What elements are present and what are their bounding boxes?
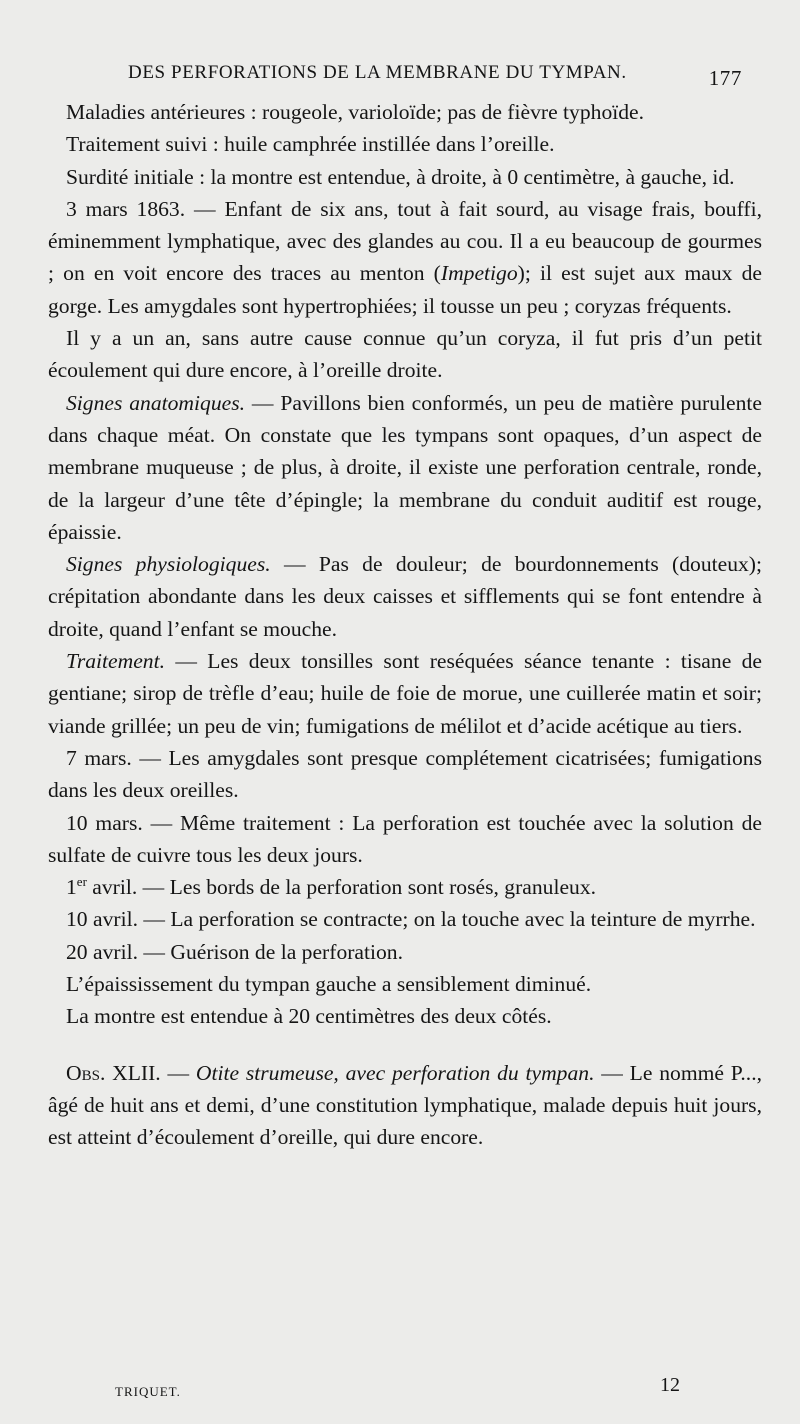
running-header xyxy=(128,62,742,92)
dash: — xyxy=(160,1060,196,1085)
paragraph-text: 20 avril. — Guérison de la perforation. xyxy=(66,939,404,964)
running-title: DES PERFORATIONS DE LA MEMBRANE DU TYMPAN. xyxy=(128,62,627,83)
paragraph-text: 10 mars. — Même traitement : La perforation est touchée avec la solution de sulfate de cuivre tous les deux jours. xyxy=(48,810,762,867)
paragraph xyxy=(48,742,762,807)
paragraph-text: Surdité initiale : la montre est entendue, à droite, à 0 centimètre, à gauche, id. xyxy=(66,164,735,189)
paragraph-text: La montre est entendue à 20 centimètres des deux côtés. xyxy=(66,1004,552,1029)
paragraph xyxy=(48,903,762,935)
paragraph xyxy=(48,968,762,1000)
observation-label: Obs. XLII. xyxy=(66,1060,161,1085)
paragraph xyxy=(48,387,762,548)
paragraph xyxy=(48,807,762,872)
observation-paragraph xyxy=(48,1057,762,1154)
paragraph-text: Maladies antérieures : rougeole, varioloïde; pas de fièvre typhoïde. xyxy=(66,100,645,124)
observation-title: Otite strumeuse, avec perforation du tympan. xyxy=(195,1060,595,1085)
italic-term: Impetigo xyxy=(440,261,518,286)
paragraph-text: 10 avril. — La perforation se contracte; on la touche avec la teinture de myrrhe. xyxy=(66,907,756,932)
paragraph xyxy=(48,128,762,160)
paragraph xyxy=(48,936,762,968)
page-number: 177 xyxy=(708,66,742,90)
paragraph-text: — Le nommé P..., âgé de huit ans et demi, d’une constitution lymphatique, malade depuis huit jours, est atteint d’écoulement d’oreille, qui dure encore. xyxy=(48,1060,762,1150)
paragraph xyxy=(48,548,762,645)
paragraph xyxy=(48,193,762,322)
paragraph-text: ); il est sujet aux maux de gorge. Les amygdales sont hypertrophiées; il tousse un peu ; coryzas fréquents. xyxy=(48,261,762,318)
section-label: Signes anatomiques. xyxy=(66,390,246,415)
section-label: Signes physiologiques. xyxy=(66,552,271,577)
paragraph xyxy=(48,322,762,387)
paragraph-text: — Pas de douleur; de bourdonnements (douteux); crépitation abondante dans les deux caisses et sifflements qui se font entendre à droite, quand l’enfant se mouche. xyxy=(48,552,762,641)
page-footer xyxy=(115,1374,680,1408)
ordinal-superscript: er xyxy=(76,873,87,889)
paragraph xyxy=(48,96,762,128)
paragraph-text: — Les deux tonsilles sont reséquées séance tenante : tisane de gentiane; sirop de trèfle d’eau; huile de foie de morue, une cuillerée matin et soir; viande grillée; un peu de vin; fumigations de mélilot et d’acide acétique au tiers. xyxy=(48,649,762,738)
paragraph-text: avril. — Les bords de la perforation sont rosés, granuleux. xyxy=(86,875,597,900)
sheet-number: 12 xyxy=(660,1374,680,1396)
paragraph-text: 7 mars. — Les amygdales sont presque complétement cicatrisées; fumigations dans les deux oreilles. xyxy=(48,745,762,803)
paragraph-text: — Pavillons bien conformés, un peu de matière purulente dans chaque méat. On constate que les tympans sont opaques, d’un aspect de membrane muqueuse ; de plus, à droite, il existe une perforation centrale, ronde, de la largeur d’une tête d’épingle; la membrane du conduit auditif est rouge, épaissie. xyxy=(48,390,762,544)
paragraph xyxy=(48,645,762,742)
paragraph-text: L’épaississement du tympan gauche a sensiblement diminué. xyxy=(66,972,592,997)
paragraph-text: Il y a un an, sans autre cause connue qu’un coryza, il fut pris d’un petit écoulement qui dure encore, à l’oreille droite. xyxy=(48,326,762,383)
date-number: 1 xyxy=(66,875,77,900)
section-label: Traitement. xyxy=(66,649,165,674)
paragraph xyxy=(48,1000,762,1032)
body-text xyxy=(48,96,762,1154)
printer-signature: TRIQUET. xyxy=(115,1384,181,1399)
paragraph-text: 3 mars 1863. — Enfant de six ans, tout à fait sourd, au visage frais, bouffi, éminemment lymphatique, avec des glandes au cou. Il a eu beaucoup de gourmes ; on en voit encore des traces au menton ( xyxy=(48,196,762,286)
paragraph xyxy=(48,161,762,193)
paragraph xyxy=(48,871,762,903)
paragraph-text: Traitement suivi : huile camphrée instillée dans l’oreille. xyxy=(66,132,555,157)
